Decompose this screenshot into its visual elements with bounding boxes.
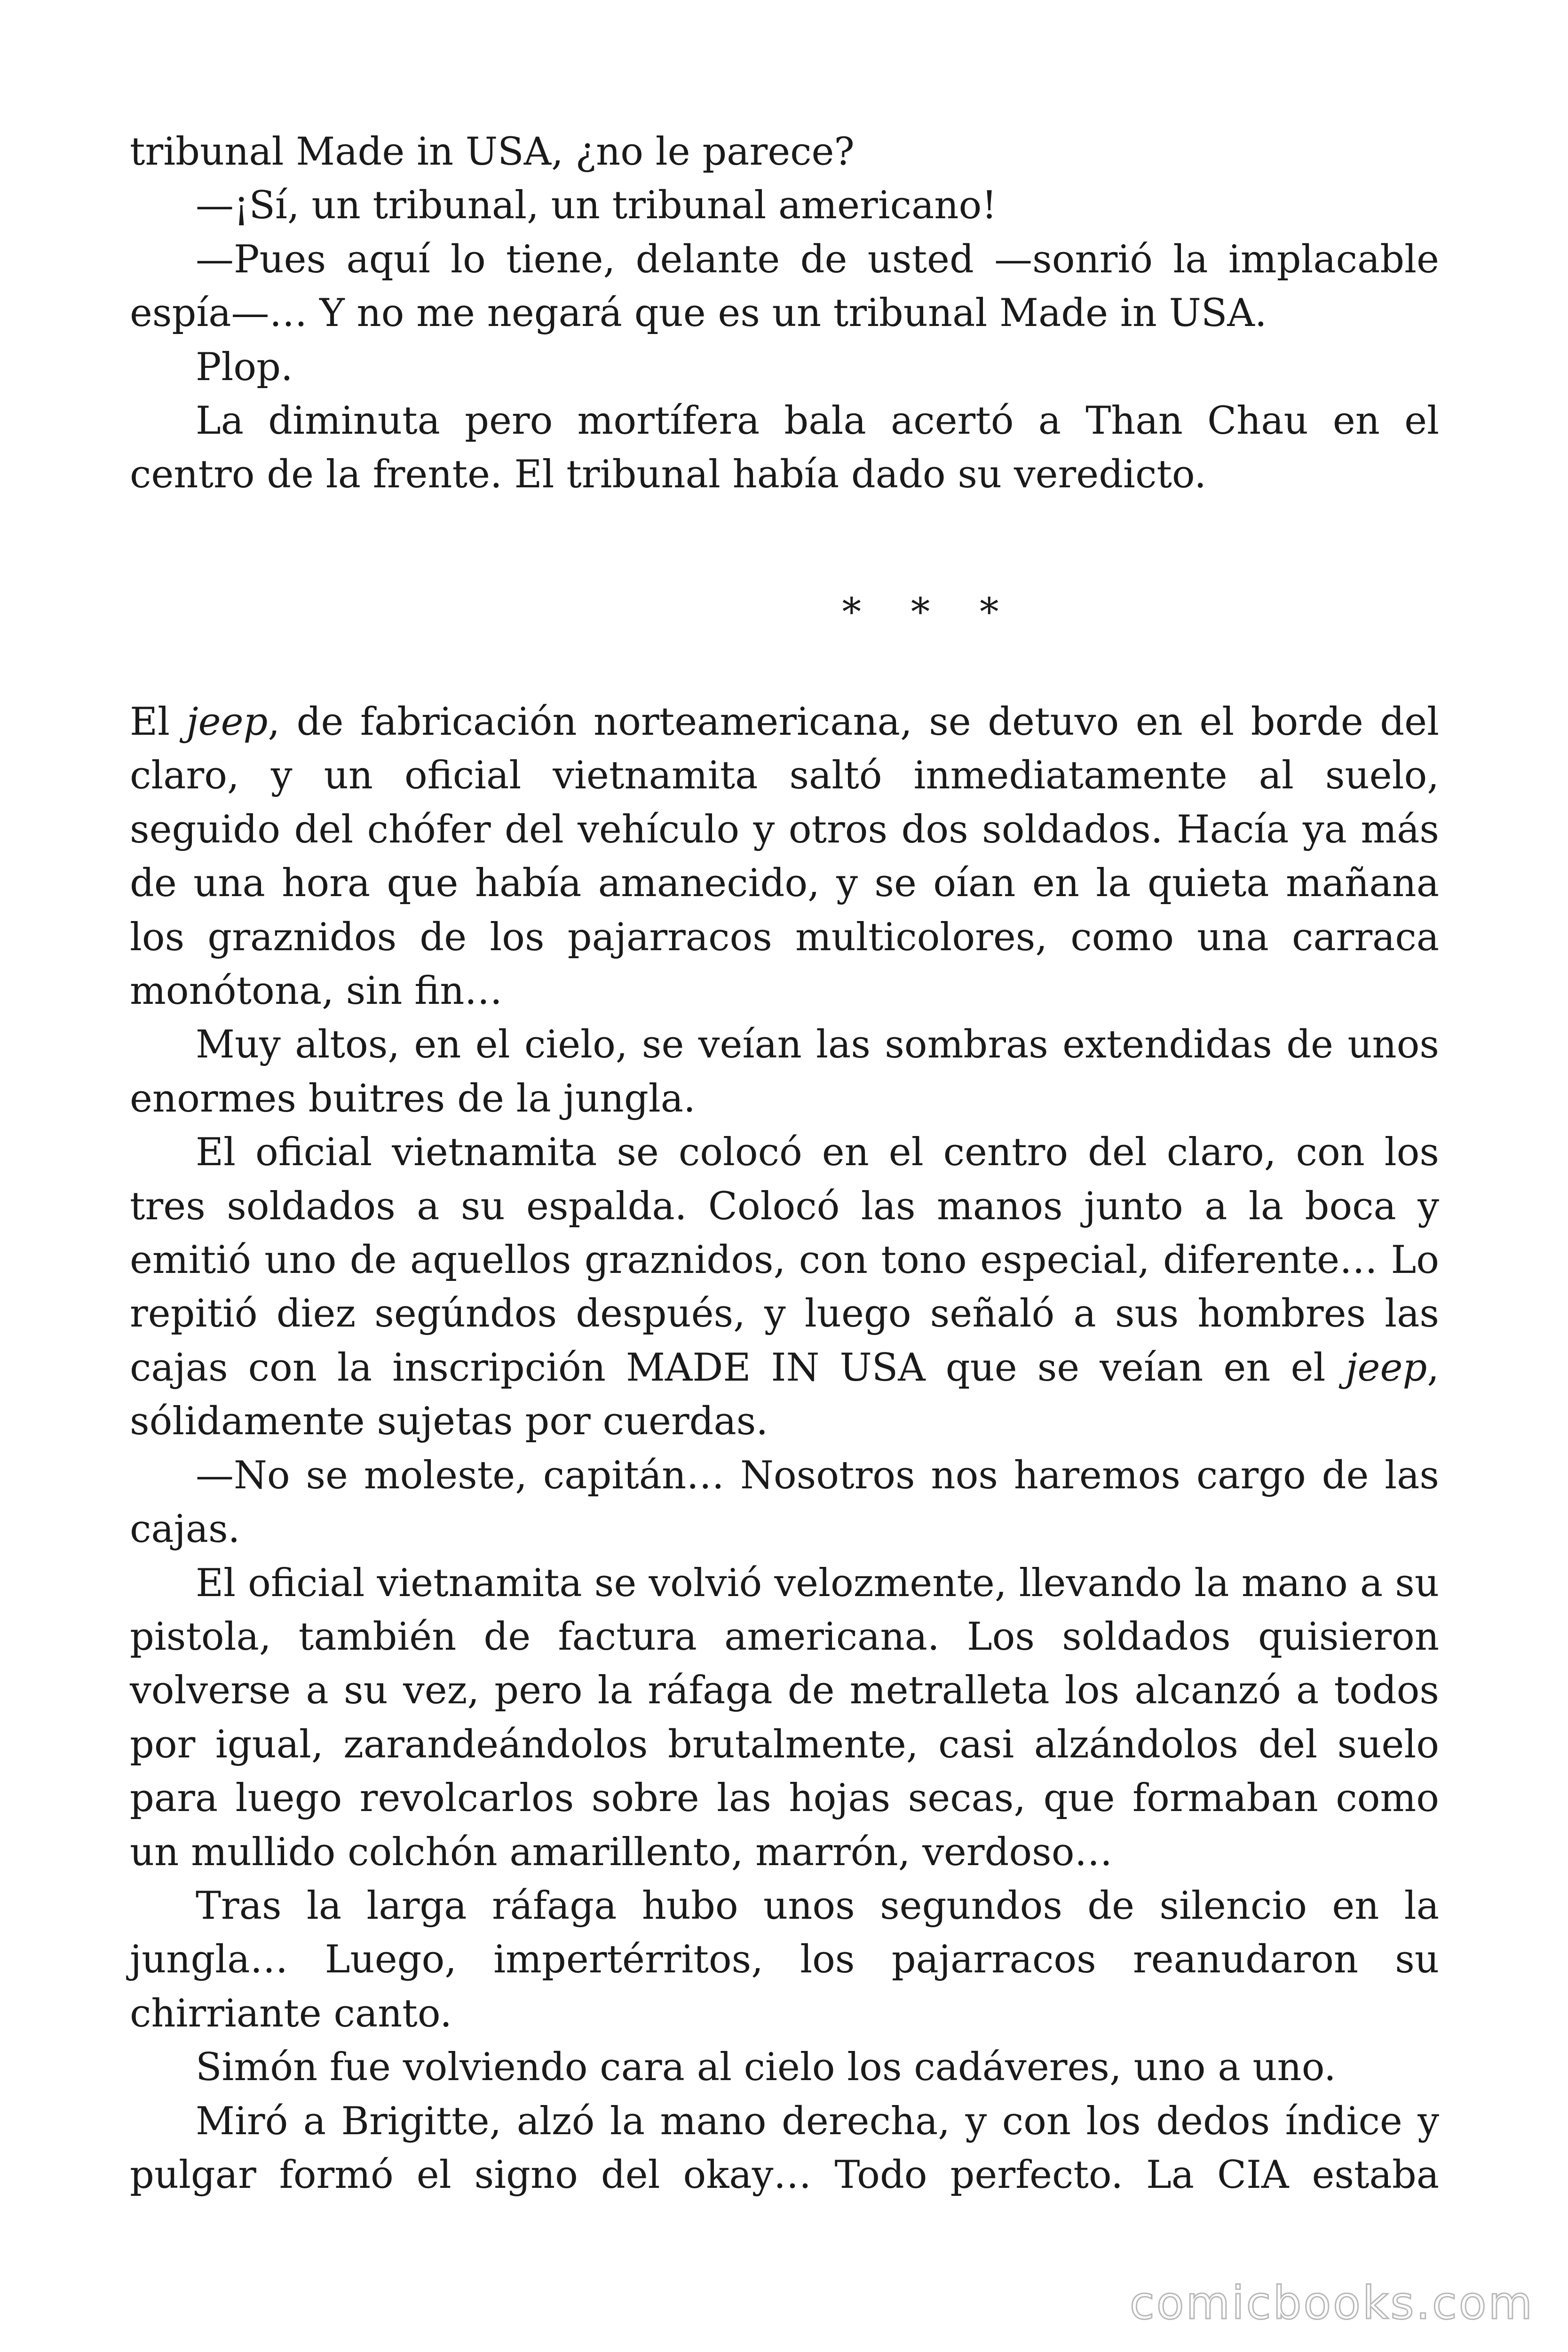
italic-word: jeep — [1346, 1345, 1427, 1390]
paragraph: Tras la larga ráfaga hubo unos segundos de silencio en la jungla… Luego, impertérritos, los pajarracos reanudaron su chirriante canto. — [130, 1883, 1439, 2036]
paragraph: —Pues aquí lo tiene, delante de usted —sonrió la implacable espía—… Y no me negará que es un tribunal Made in USA. — [130, 237, 1439, 336]
paragraph: Muy altos, en el cielo, se veían las sombras extendidas de unos enormes buitres de la jungla. — [130, 1023, 1439, 1121]
paragraph: La diminuta pero mortífera bala acertó a Than Chau en el centro de la frente. El tribunal había dado su veredicto. — [130, 399, 1439, 497]
paragraph — [130, 1126, 1439, 1448]
paragraph: Miró a Brigitte, alzó la mano derecha, y con los dedos índice y pulgar formó el signo del okay… Todo perfecto. La CIA estaba — [130, 2099, 1439, 2197]
paragraph-text: , de fabricación norteamericana, se detuvo en el borde del claro, y un oficial vietnamita saltó inmediatamente al suelo, seguido del chófer del vehículo y otros dos soldados. Hacía ya más de una hora que había amanecido, y se oían en la quieta mañana los graznidos de los pajarracos multicolores, como una carraca monótona, sin fin… — [130, 700, 1439, 1014]
paragraph-text: El oficial vietnamita se colocó en el centro del claro, con los tres soldados a su espalda. Colocó las manos junto a la boca y emitió uno de aquellos graznidos, con tono especial, diferente… Lo repitió diez segúndos después, y luego señaló a sus hombres las cajas con la inscripción MADE IN USA que se veían en el — [130, 1130, 1439, 1390]
text-section-2 — [130, 695, 1439, 2202]
paragraph: Plop. — [196, 345, 293, 389]
paragraph: Simón fue volviendo cara al cielo los cadáveres, uno a uno. — [196, 2045, 1336, 2090]
watermark: comicbooks.com — [1129, 2277, 1534, 2329]
paragraph: El oficial vietnamita se volvió velozmente, llevando la mano a su pistola, también de factura americana. Los soldados quisieron volverse a su vez, pero la ráfaga de metralleta los alcanzó a todos por igual, zarandeándolos brutalmente, casi alzándolos del suelo para luego revolcarlos sobre las hojas secas, que formaban como un mullido colchón amarillento, marrón, verdoso… — [130, 1561, 1439, 1875]
paragraph-text: , sólidamente sujetas por cuerdas. — [130, 1345, 1439, 1444]
section-separator: * * * — [842, 590, 1018, 635]
text-section-1 — [130, 125, 1439, 502]
paragraph: —No se moleste, capitán… Nosotros nos haremos cargo de las cajas. — [130, 1453, 1439, 1552]
italic-word: jeep — [186, 700, 268, 744]
paragraph: —¡Sí, un tribunal, un tribunal americano! — [196, 183, 997, 228]
paragraph: tribunal Made in USA, ¿no le parece? — [130, 130, 855, 174]
paragraph-text: El — [130, 700, 187, 744]
paragraph — [130, 695, 1439, 1018]
